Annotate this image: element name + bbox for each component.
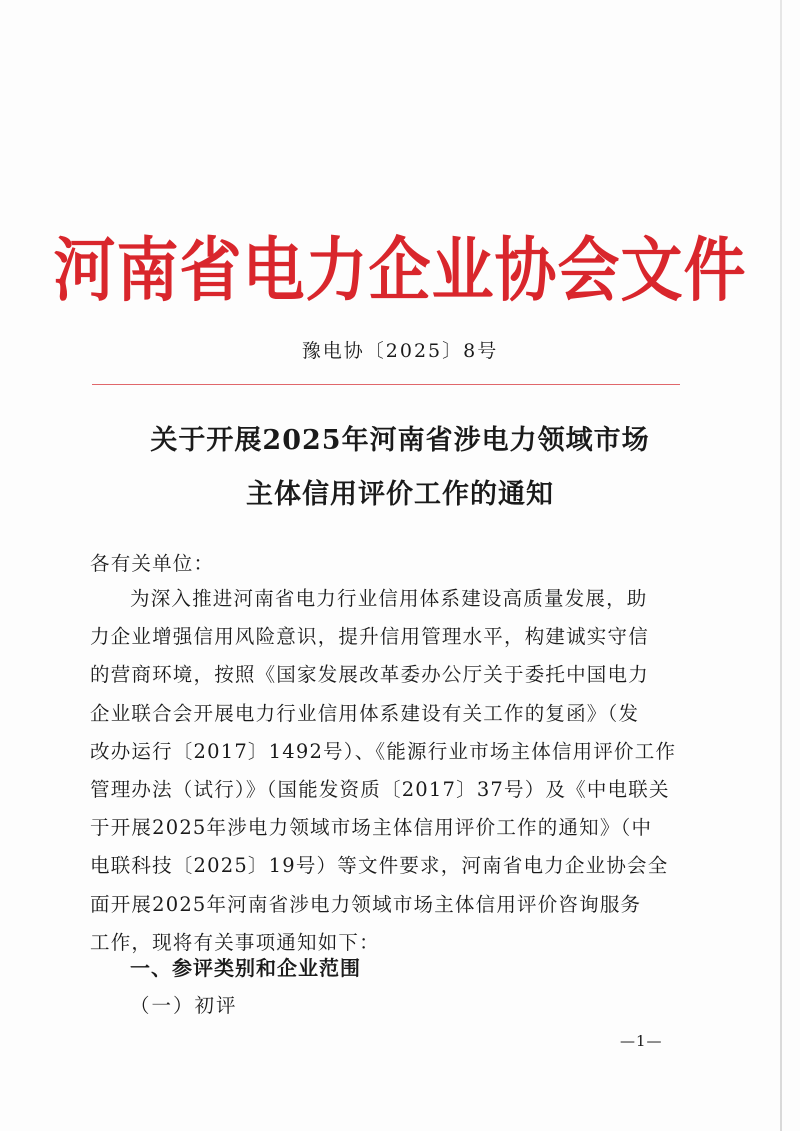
masthead-title: 河南省电力企业协会文件 (53, 229, 747, 311)
scan-edge-line (780, 0, 782, 1131)
document-number: 豫电协〔2025〕8号 (301, 340, 499, 362)
subsection-heading-1: （一）初评 (130, 994, 238, 1017)
paragraph-line: 改办运行〔2017〕1492号）、《能源行业市场主体信用评价工作 (90, 739, 677, 763)
notice-title-line-1: 关于开展2025年河南省涉电力领域市场 (150, 425, 650, 456)
salutation: 各有关单位： (90, 552, 215, 575)
paragraph-line: 工作，现将有关事项通知如下： (90, 930, 380, 954)
red-divider-rule (92, 384, 680, 385)
paragraph-line: 电联科技〔2025〕19号）等文件要求，河南省电力企业协会全 (90, 854, 669, 878)
paragraph-line: 为深入推进河南省电力行业信用体系建设高质量发展，助 (130, 587, 648, 610)
paragraph-line: 管理办法（试行）》（国能发资质〔2017〕37号）及《中电联关 (90, 778, 670, 802)
paragraph-line: 力企业增强信用风险意识，提升信用管理水平，构建诚实守信 (90, 625, 649, 649)
paragraph-line: 面开展2025年河南省涉电力领域市场主体信用评价咨询服务 (90, 892, 642, 916)
section-heading-1: 一、参评类别和企业范围 (130, 956, 361, 980)
page-number: —1— (620, 1032, 663, 1050)
notice-title-line-2: 主体信用评价工作的通知 (246, 479, 554, 510)
body-paragraph-1 (90, 580, 710, 962)
paragraph-line: 企业联合会开展电力行业信用体系建设有关工作的复函》（发 (90, 701, 640, 725)
paragraph-line: 于开展2025年涉电力领域市场主体信用评价工作的通知》（中 (90, 816, 653, 840)
paragraph-line: 的营商环境，按照《国家发展改革委办公厅关于委托中国电力 (90, 663, 649, 687)
